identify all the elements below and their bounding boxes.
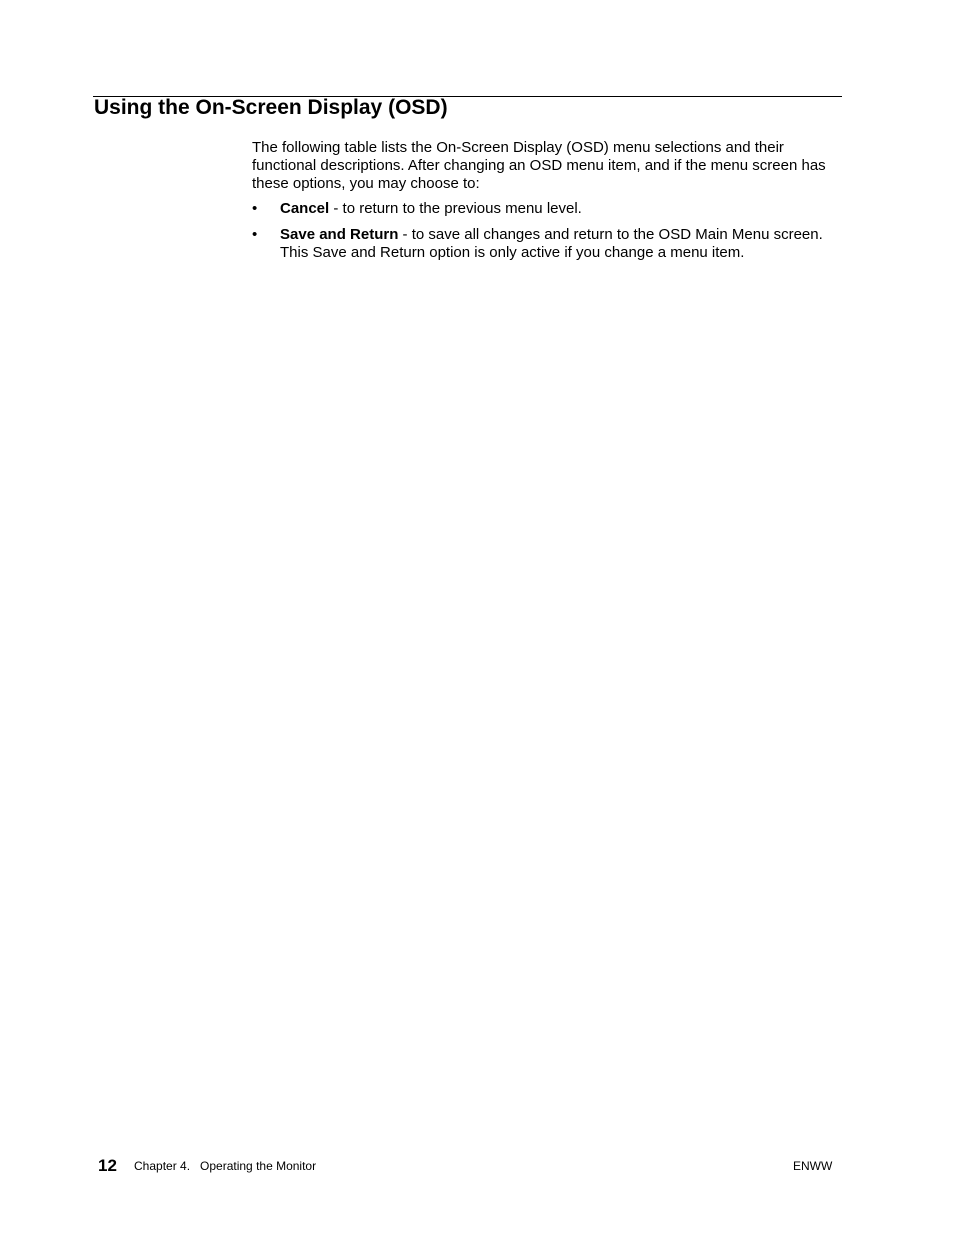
options-list [252, 200, 842, 262]
option-save-and-return [252, 226, 842, 262]
locale-code: ENWW [793, 1159, 833, 1173]
page-number: 12 [98, 1156, 117, 1175]
section-title: Using the On-Screen Display (OSD) [94, 96, 448, 119]
option-cancel [252, 200, 842, 218]
bullet-icon: • [252, 226, 258, 243]
chapter-label: Chapter 4. Operating the Monitor [134, 1159, 317, 1173]
option-term: Cancel [280, 200, 330, 217]
intro-paragraph: The following table lists the On-Screen Display (OSD) menu selections and their functional descriptions. After changing an OSD menu item, and if the menu screen has these options, you may choose to: [252, 139, 826, 192]
option-term: Save and Return [280, 226, 399, 243]
bullet-icon: • [252, 200, 258, 217]
option-description: - to save all changes and return to the OSD Main Menu screen. This Save and Return option is only active if you change a menu item. [280, 226, 823, 261]
section-body [252, 139, 842, 270]
option-description: - to return to the previous menu level. [329, 200, 582, 217]
page-footer [0, 1155, 954, 1179]
